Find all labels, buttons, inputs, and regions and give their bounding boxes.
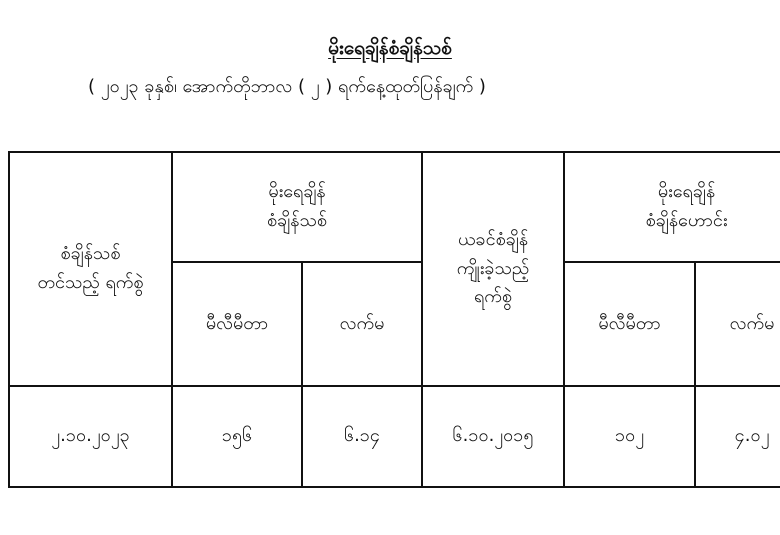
document-subtitle: ( ၂၀၂၃ ခုနှစ်၊ အောက်တိုဘာလ ( ၂ ) ရက်နေ့ထုတ်ပြန်ချက် ) <box>88 76 486 97</box>
header-row-top <box>9 152 780 262</box>
header-new-record <box>172 152 422 262</box>
header-old-record <box>564 152 780 262</box>
cell-new-inch: ၆.၁၄ <box>302 386 422 487</box>
header-new-mm: မီလီမီတာ <box>172 262 302 386</box>
cell-old-inch: ၄.၀၂ <box>695 386 780 487</box>
document-title <box>0 36 780 64</box>
header-old-record-line-2: စံချိန်ဟောင်း <box>645 210 728 231</box>
header-old-record-date-line-2: ကျိုးခဲ့သည့် <box>456 257 530 279</box>
cell-record-date: ၂.၁၀.၂၀၂၃ <box>9 386 172 487</box>
header-record-date <box>9 152 172 386</box>
header-record-date-line-2: တင်သည့် ရက်စွဲ <box>37 272 144 293</box>
header-record-date-line-1: စံချိန်သစ် <box>60 243 121 265</box>
cell-old-date: ၆.၁၀.၂၀၁၅ <box>422 386 564 487</box>
header-new-record-line-1: မိုးရေချိန် <box>268 181 326 203</box>
header-old-record-date <box>422 152 564 386</box>
header-old-record-date-line-3: ရက်စွဲ <box>473 286 513 308</box>
rainfall-record-table <box>8 151 780 488</box>
header-old-record-line-1: မိုးရေချိန် <box>657 181 716 203</box>
cell-old-mm: ၁၀၂ <box>564 386 695 487</box>
document-title-text: မိုးရေချိန်စံချိန်သစ် <box>328 37 452 59</box>
cell-new-mm: ၁၅၆ <box>172 386 302 487</box>
table-row <box>9 386 780 487</box>
header-new-inch: လက်မ <box>302 262 422 386</box>
header-new-record-line-2: စံချိန်သစ် <box>267 210 327 231</box>
header-old-inch: လက်မ <box>695 262 780 386</box>
header-old-record-date-line-1: ယခင်စံချိန် <box>458 228 529 250</box>
header-old-mm: မီလီမီတာ <box>564 262 695 386</box>
